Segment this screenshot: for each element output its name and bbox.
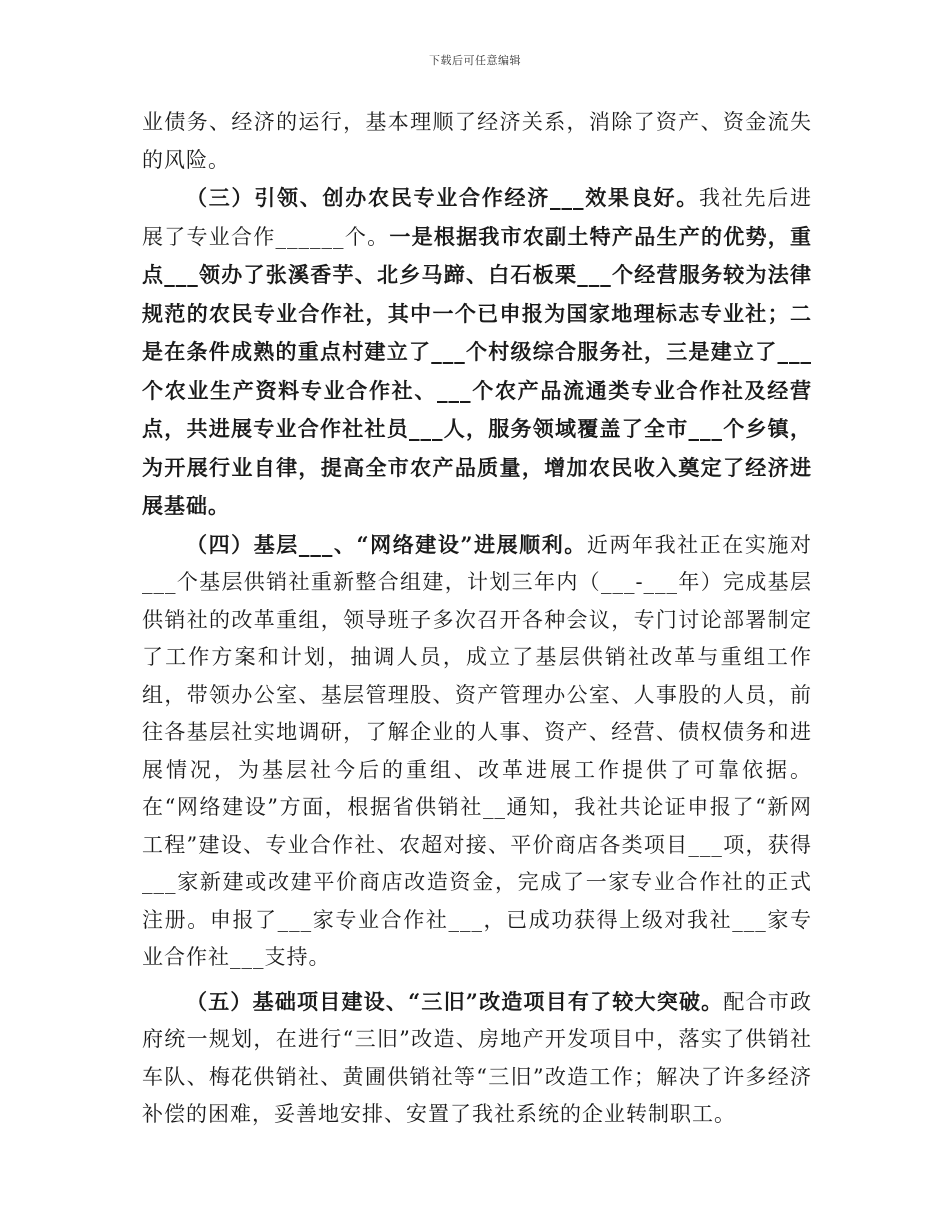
document-body [142, 104, 812, 1134]
paragraph-text: 近两年我社正在实施对___个基层供销社重新整合组建，计划三年内（___-___年）完成基层供销社的改革重组，领导班子多次召开各种会议，专门讨论部署制定了工作方案和计划，抽调人员，成立了基层供销社改革与重组工作组，带领办公室、基层管理股、资产管理办公室、人事股的人员，前往各基层社实地调研，了解企业的人事、资产、经营、债权债务和进展情况，为基层社今后的重组、改革进展工作提供了可靠依据。在“网络建设”方面，根据省供销社__通知，我社共论证申报了“新网工程”建设、专业合作社、农超对接、平价商店各类项目___项，获得___家新建或改建平价商店改造资金，完成了一家专业合作社的正式注册。申报了___家专业合作社___，已成功获得上级对我社___家专业合作社___支持。 [142, 532, 812, 969]
paragraph-section-4 [142, 526, 812, 977]
paragraph-text: 我社先后进展了专业合作______个。 [142, 186, 812, 249]
paragraph-section-3 [142, 179, 812, 526]
page-header: 下载后可任意编辑 [429, 54, 521, 67]
section-heading: （三）引领、创办农民专业合作经济___效果良好。 [186, 185, 699, 210]
paragraph-text: 配合市政府统一规划，在进行“三旧”改造、房地产开发项目中，落实了供销社车队、梅花供销社、黄圃供销社等“三旧”改造工作；解决了许多经济补偿的困难，妥善地安排、安置了我社系统的企业转制职工。 [142, 989, 813, 1126]
paragraph-continuation [142, 104, 812, 179]
section-heading: （五）基础项目建设、“三旧”改造项目有了较大突破。 [186, 988, 724, 1014]
paragraph-text: 业债务、经济的运行，基本理顺了经济关系，消除了资产、资金流失的风险。 [142, 110, 812, 172]
paragraph-bold-text: 一是根据我市农副土特产品生产的优势，重点___领办了张溪香芋、北乡马蹄、白石板栗___个经营服务较为法律规范的农民专业合作社，其中一个已申报为国家地理标志专业社；二是在条件成熟的重点村建立了___个村级综合服务社，三是建立了___个农业生产资料专业合作社、___个农产品流通类专业合作社及经营点，共进展专业合作社社员___人，服务领域覆盖了全市___个乡镇，为开展行业自律，提高全市农产品质量，增加农民收入奠定了经济进展基础。 [142, 223, 813, 518]
section-heading: （四）基层___、“网络建设”进展顺利。 [186, 531, 587, 557]
paragraph-section-5 [142, 983, 812, 1134]
